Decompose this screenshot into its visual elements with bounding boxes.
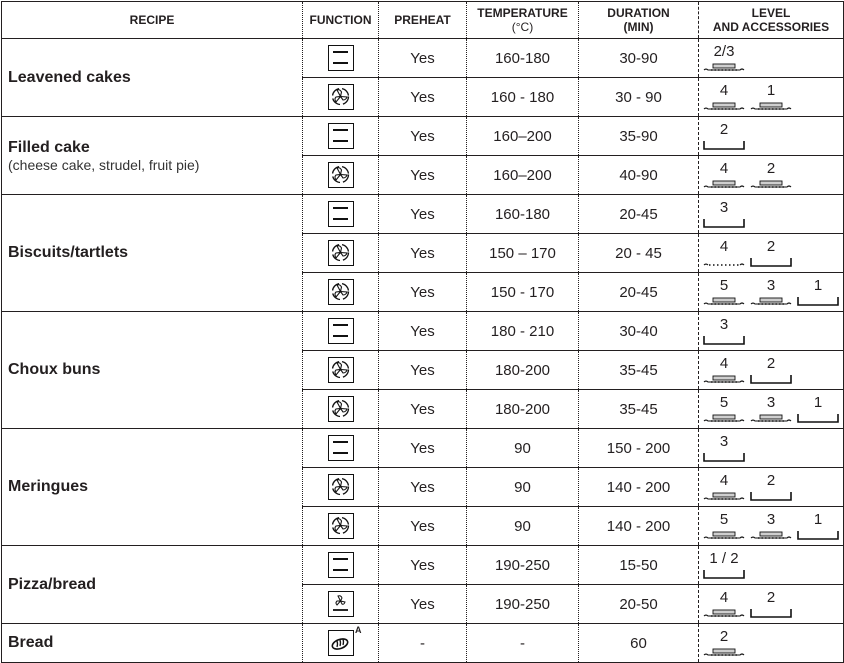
duration-cell: 35-45	[579, 351, 699, 390]
preheat-cell: Yes	[379, 351, 467, 390]
header-level	[699, 2, 844, 39]
shelf-level: 4	[719, 160, 729, 177]
drip-tray-icon	[750, 372, 792, 389]
cake-tin-on-rack-icon	[703, 177, 745, 194]
header-function: FUNCTION	[303, 2, 379, 39]
recipe-cell	[2, 117, 303, 195]
temperature-cell: 160-180	[467, 39, 579, 78]
shelf-level: 3	[766, 511, 776, 528]
function-cell	[303, 585, 379, 624]
header-recipe: RECIPE	[2, 2, 303, 39]
function-cell	[303, 312, 379, 351]
cake-tin-on-rack-icon	[703, 606, 745, 623]
level-cell	[699, 468, 844, 507]
cake-tin-on-rack-icon	[703, 60, 745, 77]
drip-tray-icon	[750, 489, 792, 506]
duration-cell: 35-90	[579, 117, 699, 156]
table-row	[2, 312, 844, 351]
cake-tin-on-rack-icon	[750, 294, 792, 311]
level-accessory	[750, 394, 792, 428]
temperature-cell: 160-180	[467, 195, 579, 234]
shelf-level: 4	[719, 355, 729, 372]
function-cell	[303, 351, 379, 390]
cake-tin-on-rack-icon	[703, 99, 745, 116]
drip-tray-icon	[797, 411, 839, 428]
level-accessory	[797, 394, 839, 428]
level-accessory	[703, 43, 745, 77]
preheat-cell: Yes	[379, 156, 467, 195]
shelf-level: 1	[813, 394, 823, 411]
preheat-cell: Yes	[379, 390, 467, 429]
table-body	[2, 39, 844, 663]
function-cell	[303, 624, 379, 663]
cake-tin-on-rack-icon	[703, 411, 745, 428]
level-accessory	[703, 82, 745, 116]
function-cell	[303, 78, 379, 117]
temperature-cell: 190-250	[467, 546, 579, 585]
cake-tin-on-rack-icon	[750, 528, 792, 545]
level-cell	[699, 273, 844, 312]
drip-tray-icon	[797, 528, 839, 545]
cake-tin-on-rack-icon	[703, 372, 745, 389]
table-row	[2, 117, 844, 156]
function-cell	[303, 468, 379, 507]
shelf-level: 2	[719, 121, 729, 138]
shelf-level: 5	[719, 277, 729, 294]
header-level-line2: AND ACCESSORIES	[712, 20, 830, 34]
level-cell	[699, 351, 844, 390]
level-cell	[699, 195, 844, 234]
duration-cell: 150 - 200	[579, 429, 699, 468]
fan-forced-icon	[328, 162, 354, 188]
table-row	[2, 39, 844, 78]
auto-mode-superscript: A	[355, 625, 362, 635]
header-temperature	[467, 2, 579, 39]
shelf-level: 4	[719, 238, 729, 255]
level-accessory	[797, 511, 839, 545]
recipe-table	[1, 1, 844, 663]
temperature-cell: 160–200	[467, 117, 579, 156]
shelf-level: 5	[719, 394, 729, 411]
duration-cell: 15-50	[579, 546, 699, 585]
header-duration-line1: DURATION	[607, 6, 670, 20]
shelf-level: 3	[766, 277, 776, 294]
level-cell	[699, 507, 844, 546]
drip-tray-icon	[750, 255, 792, 272]
recipe-subtitle: (cheese cake, strudel, fruit pie)	[8, 156, 200, 173]
shelf-level: 1 / 2	[709, 550, 739, 567]
duration-cell: 35-45	[579, 390, 699, 429]
preheat-cell: Yes	[379, 39, 467, 78]
shelf-level: 3	[766, 394, 776, 411]
drip-tray-icon	[703, 567, 745, 584]
recipe-cell	[2, 195, 303, 312]
header-preheat: PREHEAT	[379, 2, 467, 39]
level-accessory	[797, 277, 839, 311]
recipe-cell	[2, 624, 303, 663]
table-row	[2, 546, 844, 585]
function-cell	[303, 390, 379, 429]
level-cell	[699, 234, 844, 273]
temperature-cell: 150 - 170	[467, 273, 579, 312]
level-accessory	[750, 589, 792, 623]
shelf-level: 2	[719, 628, 729, 645]
level-cell	[699, 39, 844, 78]
table-row	[2, 429, 844, 468]
fan-forced-icon	[328, 513, 354, 539]
recipe-name: Leavened cakes	[8, 68, 131, 86]
recipe-name: Meringues	[8, 478, 89, 495]
function-cell	[303, 273, 379, 312]
fan-forced-icon	[328, 474, 354, 500]
wire-shelf-icon	[703, 255, 745, 272]
duration-cell: 20-45	[579, 273, 699, 312]
recipe-name: Filled cake	[8, 138, 90, 156]
duration-cell: 30-90	[579, 39, 699, 78]
drip-tray-icon	[703, 216, 745, 233]
header-row	[2, 2, 844, 39]
function-cell	[303, 117, 379, 156]
static-heat-icon	[328, 45, 354, 71]
shelf-level: 5	[719, 511, 729, 528]
static-heat-icon	[328, 123, 354, 149]
header-duration-line2: (MIN)	[623, 20, 654, 34]
temperature-cell: 160–200	[467, 156, 579, 195]
cake-tin-on-rack-icon	[703, 645, 745, 662]
shelf-level: 4	[719, 589, 729, 606]
drip-tray-icon	[750, 606, 792, 623]
cake-tin-on-rack-icon	[703, 294, 745, 311]
preheat-cell: Yes	[379, 78, 467, 117]
duration-cell: 30-40	[579, 312, 699, 351]
shelf-level: 2/3	[713, 43, 735, 60]
drip-tray-icon	[703, 450, 745, 467]
recipe-name: Pizza/bread	[8, 575, 97, 593]
level-accessory	[703, 121, 745, 155]
preheat-cell: Yes	[379, 468, 467, 507]
temperature-cell: 180-200	[467, 390, 579, 429]
duration-cell: 20-45	[579, 195, 699, 234]
level-accessory	[703, 277, 745, 311]
duration-cell: 20 - 45	[579, 234, 699, 273]
shelf-level: 1	[813, 277, 823, 294]
recipe-name: Biscuits/tartlets	[8, 244, 129, 261]
level-accessory	[750, 82, 792, 116]
function-cell	[303, 507, 379, 546]
level-accessory	[703, 472, 745, 506]
level-accessory	[703, 394, 745, 428]
fan-bottom-heat-icon	[328, 591, 354, 617]
level-cell	[699, 585, 844, 624]
static-heat-icon	[328, 435, 354, 461]
duration-cell: 30 - 90	[579, 78, 699, 117]
fan-forced-icon	[328, 357, 354, 383]
level-accessory	[703, 550, 745, 584]
header-temperature-line1: TEMPERATURE	[477, 6, 568, 20]
header-duration	[579, 2, 699, 39]
table-row	[2, 624, 844, 663]
temperature-cell: 180-200	[467, 351, 579, 390]
level-accessory	[750, 472, 792, 506]
table-row	[2, 195, 844, 234]
duration-cell: 140 - 200	[579, 507, 699, 546]
level-cell	[699, 78, 844, 117]
shelf-level: 2	[766, 472, 776, 489]
function-cell	[303, 546, 379, 585]
cake-tin-on-rack-icon	[750, 177, 792, 194]
recipe-name: Bread	[8, 634, 54, 651]
temperature-cell: 150 – 170	[467, 234, 579, 273]
temperature-cell: 90	[467, 507, 579, 546]
header-level-line1: LEVEL	[751, 6, 791, 20]
level-accessory	[703, 589, 745, 623]
preheat-cell: Yes	[379, 312, 467, 351]
drip-tray-icon	[703, 333, 745, 350]
cake-tin-on-rack-icon	[750, 99, 792, 116]
cake-tin-on-rack-icon	[703, 489, 745, 506]
duration-cell: 140 - 200	[579, 468, 699, 507]
shelf-level: 2	[766, 589, 776, 606]
duration-cell: 20-50	[579, 585, 699, 624]
temperature-cell: 180 - 210	[467, 312, 579, 351]
duration-cell: 40-90	[579, 156, 699, 195]
temperature-cell: 160 - 180	[467, 78, 579, 117]
recipe-cell	[2, 546, 303, 624]
shelf-level: 2	[766, 238, 776, 255]
temperature-cell: 90	[467, 468, 579, 507]
static-heat-icon	[328, 552, 354, 578]
level-cell	[699, 624, 844, 663]
level-accessory	[750, 160, 792, 194]
level-accessory	[703, 238, 745, 272]
fan-forced-icon	[328, 396, 354, 422]
function-cell	[303, 156, 379, 195]
preheat-cell: Yes	[379, 429, 467, 468]
level-accessory	[750, 511, 792, 545]
level-cell	[699, 390, 844, 429]
level-accessory	[703, 628, 745, 662]
function-cell	[303, 195, 379, 234]
level-accessory	[750, 277, 792, 311]
level-cell	[699, 546, 844, 585]
level-accessory	[703, 160, 745, 194]
drip-tray-icon	[703, 138, 745, 155]
recipe-name: Choux buns	[8, 361, 101, 378]
level-cell	[699, 117, 844, 156]
recipe-cell	[2, 312, 303, 429]
shelf-level: 1	[813, 511, 823, 528]
shelf-level: 1	[766, 82, 776, 99]
bread-auto-icon	[328, 625, 362, 656]
function-cell	[303, 234, 379, 273]
shelf-level: 3	[719, 199, 729, 216]
header-temperature-line2: (°C)	[511, 20, 534, 34]
preheat-cell: Yes	[379, 195, 467, 234]
level-cell	[699, 312, 844, 351]
fan-forced-icon	[328, 279, 354, 305]
fan-forced-icon	[328, 240, 354, 266]
preheat-cell: -	[379, 624, 467, 663]
level-accessory	[703, 511, 745, 545]
level-accessory	[750, 355, 792, 389]
drip-tray-icon	[797, 294, 839, 311]
level-accessory	[703, 433, 745, 467]
preheat-cell: Yes	[379, 507, 467, 546]
level-accessory	[703, 199, 745, 233]
cake-tin-on-rack-icon	[750, 411, 792, 428]
level-accessory	[750, 238, 792, 272]
cake-tin-on-rack-icon	[703, 528, 745, 545]
shelf-level: 2	[766, 160, 776, 177]
static-heat-icon	[328, 201, 354, 227]
recipe-cell	[2, 429, 303, 546]
level-cell	[699, 156, 844, 195]
shelf-level: 3	[719, 433, 729, 450]
preheat-cell: Yes	[379, 546, 467, 585]
preheat-cell: Yes	[379, 585, 467, 624]
preheat-cell: Yes	[379, 234, 467, 273]
temperature-cell: -	[467, 624, 579, 663]
preheat-cell: Yes	[379, 117, 467, 156]
function-cell	[303, 39, 379, 78]
level-accessory	[703, 355, 745, 389]
shelf-level: 4	[719, 472, 729, 489]
shelf-level: 3	[719, 316, 729, 333]
level-accessory	[703, 316, 745, 350]
duration-cell: 60	[579, 624, 699, 663]
fan-forced-icon	[328, 84, 354, 110]
static-heat-icon	[328, 318, 354, 344]
shelf-level: 2	[766, 355, 776, 372]
function-cell	[303, 429, 379, 468]
temperature-cell: 90	[467, 429, 579, 468]
preheat-cell: Yes	[379, 273, 467, 312]
level-cell	[699, 429, 844, 468]
recipe-cell	[2, 39, 303, 117]
shelf-level: 4	[719, 82, 729, 99]
temperature-cell: 190-250	[467, 585, 579, 624]
